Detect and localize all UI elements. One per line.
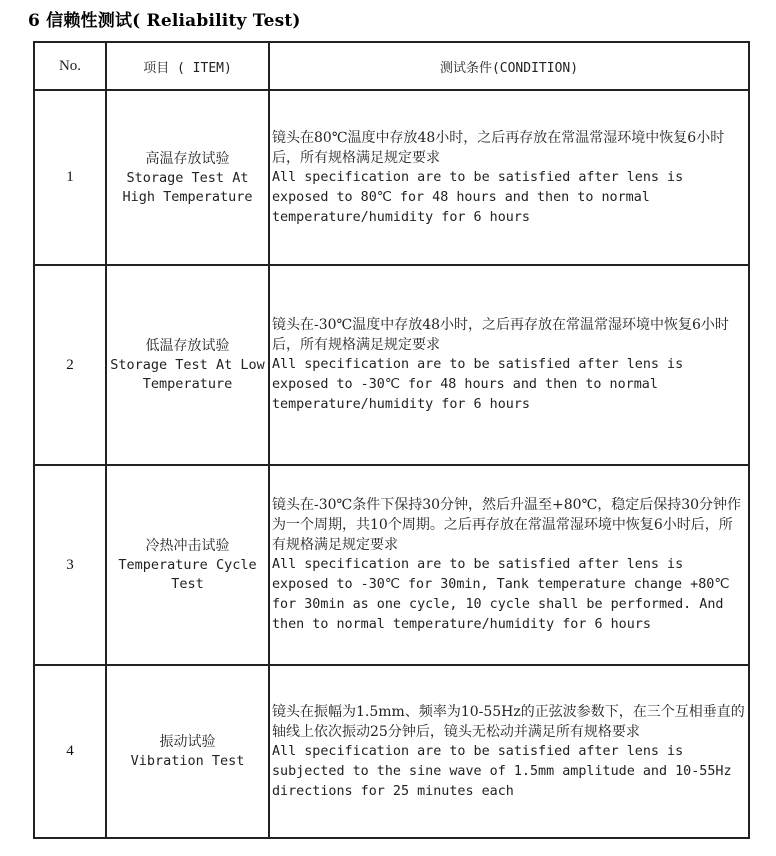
test-item-cell bbox=[106, 265, 269, 465]
table-row bbox=[34, 465, 749, 665]
test-condition-en: All specification are to be satisfied after lens is subjected to the sine wave of 1.5mm amplitude and 10-55Hz directions for 25 minutes each bbox=[272, 743, 732, 799]
test-item-cell bbox=[106, 665, 269, 838]
test-condition-en: All specification are to be satisfied after lens is exposed to -30℃ for 48 hours and then to normal temperature/humidity for 6 hours bbox=[272, 357, 684, 412]
test-item-name-en: Storage Test At High Temperature bbox=[122, 169, 253, 205]
test-item-name-zh: 低温存放试验 bbox=[145, 338, 230, 354]
test-item-name-zh: 高温存放试验 bbox=[145, 150, 230, 167]
test-item-name-zh: 冷热冲击试验 bbox=[145, 538, 230, 554]
test-item-name-zh: 振动试验 bbox=[159, 734, 216, 750]
test-item-name-en: Storage Test At Low Temperature bbox=[110, 357, 265, 392]
test-item-name-en: Vibration Test bbox=[130, 753, 245, 769]
test-condition-cell bbox=[269, 265, 749, 465]
table-row bbox=[34, 665, 749, 838]
test-condition-zh: 镜头在80℃温度中存放48小时，之后再存放在常温常湿环境中恢复6小时后，所有规格满足规定要求 bbox=[272, 129, 725, 166]
row-number: 1 bbox=[34, 90, 106, 265]
test-condition-cell bbox=[269, 465, 749, 665]
header-condition: 测试条件(CONDITION) bbox=[269, 42, 749, 90]
row-number: 4 bbox=[34, 665, 106, 838]
table-header-row bbox=[34, 42, 749, 90]
header-no: No. bbox=[34, 42, 106, 90]
header-item: 项目 ( ITEM) bbox=[106, 42, 269, 90]
test-condition-zh: 镜头在-30℃温度中存放48小时，之后再存放在常温常湿环境中恢复6小时后，所有规格满足规定要求 bbox=[272, 317, 729, 353]
test-item-cell bbox=[106, 90, 269, 265]
row-number: 2 bbox=[34, 265, 106, 465]
test-item-cell bbox=[106, 465, 269, 665]
row-number: 3 bbox=[34, 465, 106, 665]
reliability-test-table bbox=[33, 41, 750, 839]
table-row bbox=[34, 90, 749, 265]
table-row bbox=[34, 265, 749, 465]
test-condition-zh: 镜头在振幅为1.5mm、频率为10-55Hz的正弦波参数下，在三个互相垂直的轴线上依次振动25分钟后，镜头无松动并满足所有规格要求 bbox=[272, 703, 745, 740]
test-condition-cell bbox=[269, 90, 749, 265]
test-condition-en: All specification are to be satisfied after lens is exposed to 80℃ for 48 hours and then to normal temperature/humidity for 6 hours bbox=[272, 169, 684, 225]
test-condition-cell bbox=[269, 665, 749, 838]
test-condition-en: All specification are to be satisfied after lens is exposed to -30℃ for 30min, Tank temperature change +80℃ for 30min as one cycle, 10 cycle shall be performed. And then to normal temperature/humidity for 6 hours bbox=[272, 557, 730, 632]
test-condition-zh: 镜头在-30℃条件下保持30分钟，然后升温至+80℃，稳定后保持30分钟作为一个周期，共10个周期。之后再存放在常温常湿环境中恢复6小时后，所有规格满足规定要求 bbox=[272, 497, 742, 553]
section-title: 6 信赖性测试( Reliability Test) bbox=[28, 11, 301, 31]
test-item-name-en: Temperature Cycle Test bbox=[118, 557, 257, 592]
